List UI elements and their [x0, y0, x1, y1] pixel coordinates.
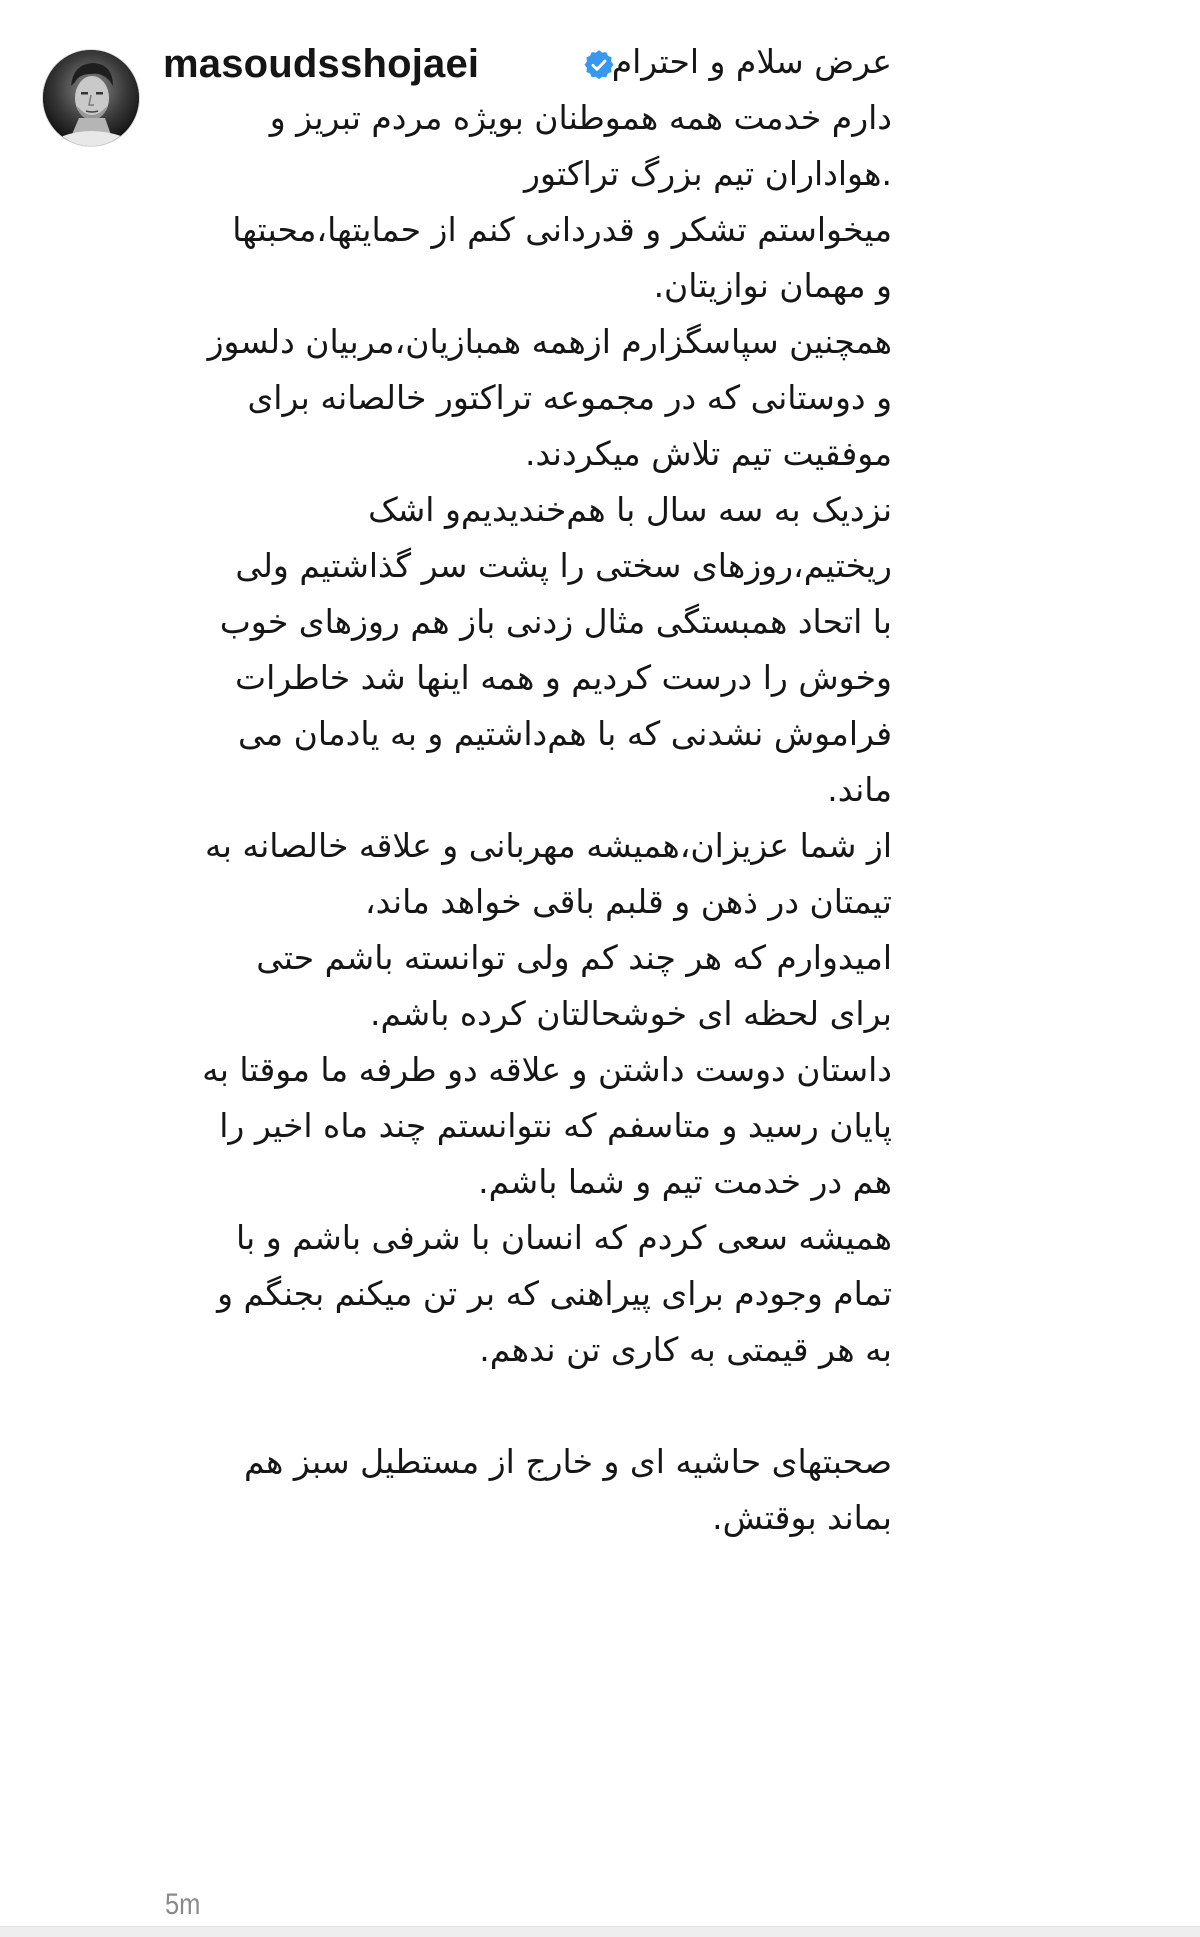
- caption-line: هم در خدمت تیم و شما باشم.: [478, 1162, 892, 1201]
- caption-line: عرض سلام و احترام: [611, 42, 892, 81]
- caption-line: همچنین سپاسگزارم ازهمه همبازیان،مربیان دلسوز: [207, 322, 892, 361]
- caption-line: و مهمان نوازیتان.: [653, 266, 892, 305]
- caption-line: ماند.: [827, 770, 892, 809]
- caption-line: فراموش نشدنی که با هم‌داشتیم و به یادمان می: [237, 714, 892, 753]
- caption-text: [152, 34, 892, 1546]
- timestamp[interactable]: 5m: [165, 1888, 201, 1921]
- caption-line: همیشه سعی کردم که انسان با شرفی باشم و با: [236, 1218, 892, 1257]
- caption-line: میخواستم تشکر و قدردانی کنم از حمایتها،محبتها: [232, 210, 892, 249]
- caption-line: ریختیم،روزهای سختی را پشت سر گذاشتیم ولی: [235, 546, 892, 585]
- avatar[interactable]: [42, 49, 140, 147]
- caption-line: پایان رسید و متاسفم که نتوانستم چند ماه اخیر را: [219, 1106, 892, 1145]
- caption-line: تیمتان در ذهن و قلبم باقی خواهد ماند،: [364, 882, 892, 921]
- caption-line: از شما عزیزان،همیشه مهربانی و علاقه خالصانه به: [205, 826, 892, 865]
- caption-line: و دوستانی که در مجموعه تراکتور خالصانه برای: [247, 378, 892, 417]
- caption-line: موفقیت تیم تلاش میکردند.: [524, 434, 892, 473]
- caption-line: بماند بوقتش.: [712, 1498, 892, 1537]
- caption-line: امیدوارم که هر چند کم ولی توانسته باشم حتی: [256, 938, 892, 977]
- caption-line: نزدیک به سه سال با هم‌خندیدیم‌و اشک: [368, 490, 892, 529]
- caption-blank-line: [152, 1378, 892, 1434]
- username[interactable]: masoudsshojaei: [163, 42, 480, 86]
- caption-line: دارم خدمت همه هموطنان بویژه مردم تبریز و: [269, 98, 892, 137]
- caption-line: داستان دوست داشتن و علاقه دو طرفه ما موقتا به: [202, 1050, 892, 1089]
- caption-line: به هر قیمتی به کاری تن ندهم.: [479, 1330, 892, 1369]
- profile-photo-icon: [43, 50, 139, 146]
- caption-line: وخوش را درست کردیم و همه اینها شد خاطرات: [235, 658, 892, 697]
- caption-line: .هواداران تیم بزرگ تراکتور: [524, 154, 892, 193]
- caption-line: برای لحظه ای خوشحالتان کرده باشم.: [370, 994, 892, 1033]
- bottom-divider: [0, 1926, 1200, 1937]
- caption-line: تمام وجودم برای پیراهنی که بر تن میکنم بجنگم و: [217, 1274, 892, 1313]
- caption-line: با اتحاد همبستگی مثال زدنی باز هم روزهای خوب: [219, 602, 892, 641]
- caption-line: صحبتهای حاشیه ای و خارج از مستطیل سبز هم: [243, 1442, 892, 1481]
